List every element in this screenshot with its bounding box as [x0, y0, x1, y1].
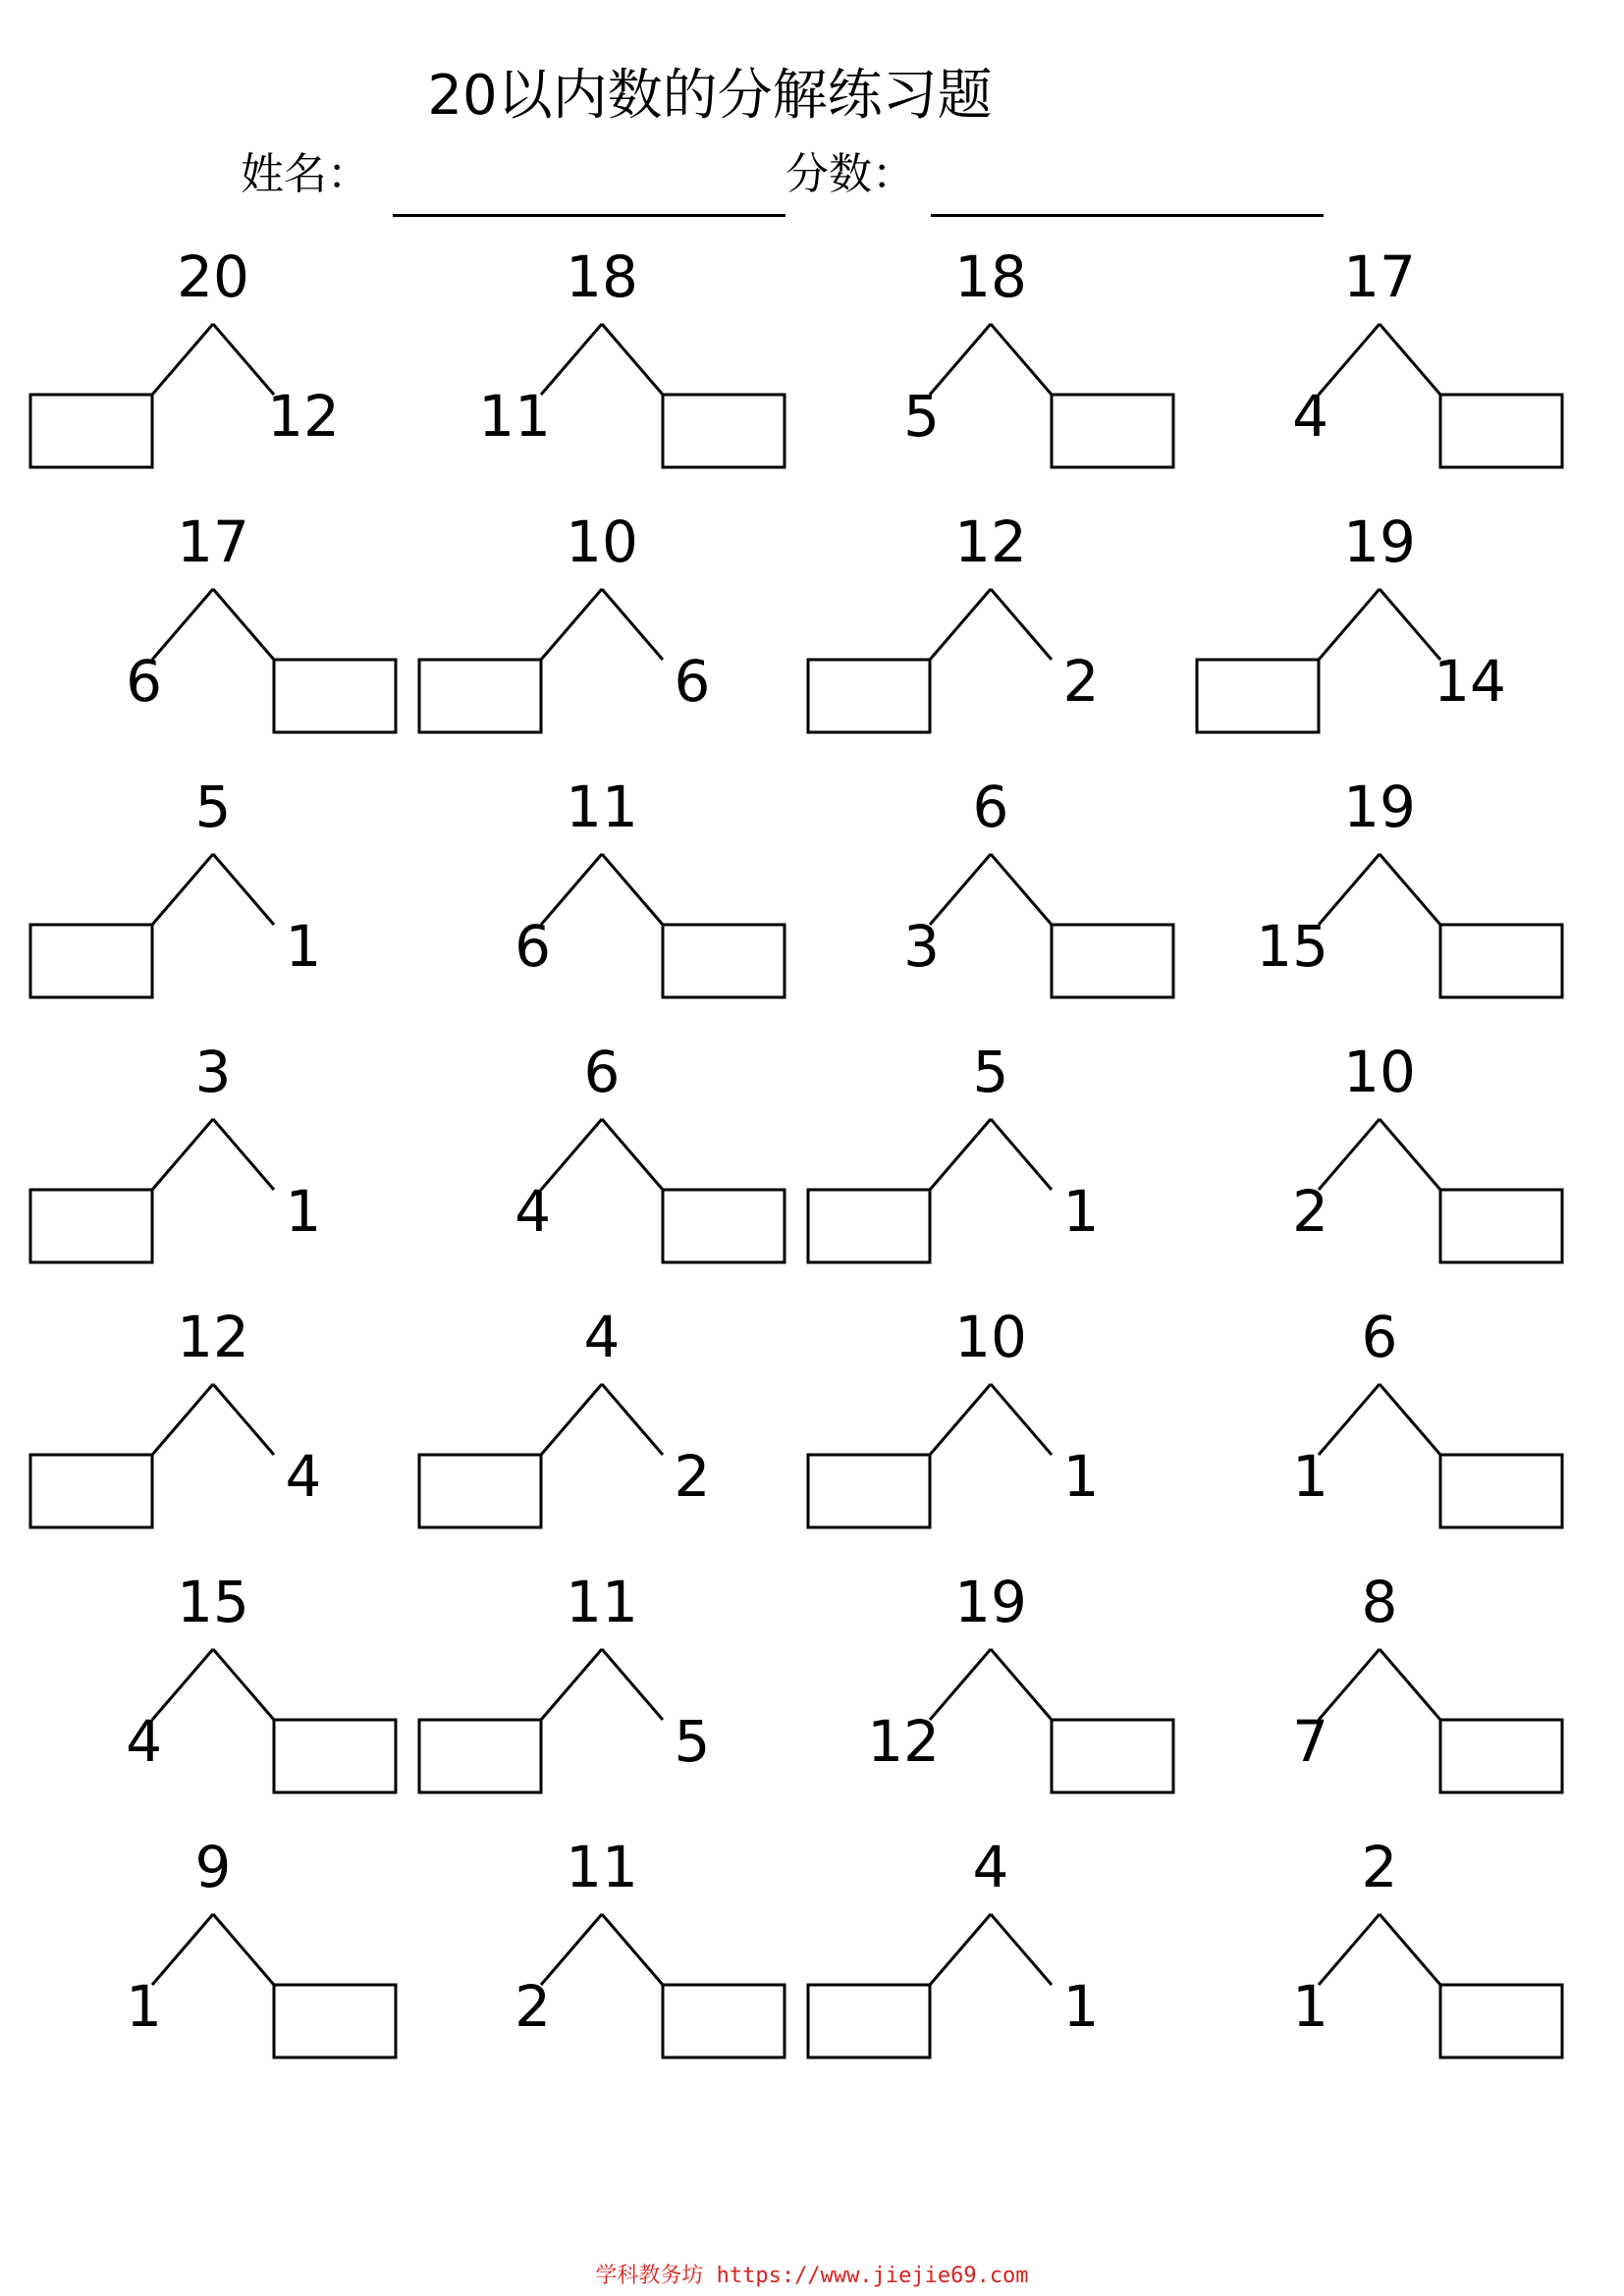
total-number: 19	[1343, 508, 1416, 575]
right-branch-line	[602, 324, 663, 395]
right-answer-box[interactable]	[1440, 1720, 1562, 1792]
footer-watermark: 学科教务坊 https://www.jiejie69.com	[595, 2264, 1029, 2288]
decomposition-problem	[1198, 1816, 1581, 2052]
left-branch-line	[541, 1384, 602, 1455]
right-answer-box[interactable]	[1440, 1455, 1562, 1527]
left-part-number: 3	[903, 913, 940, 980]
decomposition-problem	[1198, 491, 1581, 726]
total-number: 17	[1343, 243, 1416, 310]
left-branch-line	[152, 854, 213, 925]
decomposition-problem	[809, 1551, 1192, 1787]
left-part-number: 15	[1256, 913, 1328, 980]
left-answer-box[interactable]	[808, 1455, 930, 1527]
right-part-number: 1	[285, 913, 322, 980]
left-branch-line	[152, 1119, 213, 1190]
left-answer-box[interactable]	[30, 925, 152, 997]
total-number: 11	[566, 1569, 638, 1635]
left-answer-box[interactable]	[1197, 660, 1319, 732]
total-number: 10	[566, 508, 638, 575]
decomposition-problem	[420, 1021, 803, 1256]
total-number: 10	[1343, 1039, 1416, 1105]
right-branch-line	[991, 324, 1052, 395]
right-part-number: 2	[674, 1443, 711, 1510]
decomposition-problem	[809, 756, 1192, 991]
right-branch-line	[991, 854, 1052, 925]
left-answer-box[interactable]	[30, 1455, 152, 1527]
decomposition-problem	[31, 226, 414, 461]
left-branch-line	[152, 324, 213, 395]
right-part-number: 1	[285, 1178, 322, 1245]
decomposition-problem	[1198, 1286, 1581, 1522]
right-branch-line	[1380, 854, 1440, 925]
left-answer-box[interactable]	[419, 1455, 541, 1527]
decomposition-problem	[420, 1551, 803, 1787]
right-answer-box[interactable]	[274, 1720, 396, 1792]
left-branch-line	[152, 1384, 213, 1455]
left-answer-box[interactable]	[808, 1985, 930, 2057]
right-branch-line	[1380, 324, 1440, 395]
total-number: 15	[177, 1569, 249, 1635]
total-number: 18	[954, 243, 1027, 310]
left-answer-box[interactable]	[808, 1190, 930, 1262]
total-number: 9	[194, 1834, 232, 1900]
left-part-number: 1	[1292, 1973, 1328, 2040]
right-answer-box[interactable]	[1052, 395, 1173, 467]
total-number: 17	[177, 508, 249, 575]
decomposition-problem	[31, 1286, 414, 1522]
right-part-number: 5	[674, 1708, 711, 1775]
decomposition-problem	[1198, 1021, 1581, 1256]
decomposition-problem	[1198, 756, 1581, 991]
left-answer-box[interactable]	[30, 1190, 152, 1262]
decomposition-problem	[809, 491, 1192, 726]
decomposition-problem	[420, 756, 803, 991]
name-label: 姓名：	[241, 149, 370, 199]
decomposition-problem	[809, 1286, 1192, 1522]
page-title: 20以内数的分解练习题	[427, 64, 993, 128]
left-branch-line	[930, 1914, 991, 1985]
decomposition-problem	[420, 491, 803, 726]
total-number: 6	[972, 774, 1009, 840]
decomposition-problem	[31, 756, 414, 991]
decomposition-problem	[809, 1021, 1192, 1256]
decomposition-problem	[1198, 226, 1581, 461]
total-number: 20	[177, 243, 249, 310]
decomposition-problem	[1198, 1551, 1581, 1787]
left-branch-line	[930, 1384, 991, 1455]
right-part-number: 1	[1062, 1973, 1100, 2040]
right-answer-box[interactable]	[663, 395, 785, 467]
left-part-number: 11	[478, 383, 551, 450]
right-part-number: 1	[1062, 1178, 1100, 1245]
right-answer-box[interactable]	[663, 925, 785, 997]
total-number: 6	[1361, 1304, 1398, 1370]
left-part-number: 5	[903, 383, 940, 450]
left-part-number: 2	[514, 1973, 551, 2040]
right-answer-box[interactable]	[274, 660, 396, 732]
left-branch-line	[930, 589, 991, 660]
total-number: 12	[177, 1304, 249, 1370]
total-number: 11	[566, 1834, 638, 1900]
total-number: 11	[566, 774, 638, 840]
left-part-number: 6	[126, 648, 162, 715]
right-part-number: 2	[1062, 648, 1100, 715]
right-part-number: 1	[1062, 1443, 1100, 1510]
left-answer-box[interactable]	[30, 395, 152, 467]
left-part-number: 2	[1292, 1178, 1328, 1245]
right-answer-box[interactable]	[1052, 1720, 1173, 1792]
right-part-number: 4	[285, 1443, 322, 1510]
right-branch-line	[602, 1914, 663, 1985]
left-part-number: 6	[514, 913, 551, 980]
decomposition-problem	[31, 1021, 414, 1256]
right-branch-line	[1380, 1119, 1440, 1190]
decomposition-problem	[420, 226, 803, 461]
right-branch-line	[991, 1649, 1052, 1720]
left-part-number: 1	[1292, 1443, 1328, 1510]
left-part-number: 1	[126, 1973, 162, 2040]
right-answer-box[interactable]	[274, 1985, 396, 2057]
total-number: 5	[194, 774, 232, 840]
decomposition-problem	[809, 226, 1192, 461]
left-branch-line	[541, 1649, 602, 1720]
right-branch-line	[1380, 1649, 1440, 1720]
decomposition-problem	[420, 1286, 803, 1522]
right-branch-line	[213, 1649, 274, 1720]
decomposition-problem	[31, 1816, 414, 2052]
right-answer-box[interactable]	[663, 1985, 785, 2057]
total-number: 19	[1343, 774, 1416, 840]
right-part-number: 12	[267, 383, 340, 450]
decomposition-problem	[420, 1816, 803, 2052]
left-branch-line	[930, 1119, 991, 1190]
total-number: 8	[1361, 1569, 1398, 1635]
right-branch-line	[602, 854, 663, 925]
decomposition-problem	[31, 491, 414, 726]
total-number: 18	[566, 243, 638, 310]
left-answer-box[interactable]	[808, 660, 930, 732]
total-number: 2	[1361, 1834, 1398, 1900]
right-answer-box[interactable]	[1440, 1985, 1562, 2057]
left-answer-box[interactable]	[419, 660, 541, 732]
decomposition-problem	[809, 1816, 1192, 2052]
left-part-number: 4	[126, 1708, 162, 1775]
total-number: 10	[954, 1304, 1027, 1370]
total-number: 4	[583, 1304, 621, 1370]
right-answer-box[interactable]	[1440, 925, 1562, 997]
total-number: 3	[194, 1039, 232, 1105]
right-branch-line	[602, 1119, 663, 1190]
right-answer-box[interactable]	[663, 1190, 785, 1262]
total-number: 12	[954, 508, 1027, 575]
left-branch-line	[541, 589, 602, 660]
right-part-number: 14	[1434, 648, 1506, 715]
left-part-number: 7	[1292, 1708, 1328, 1775]
score-label: 分数：	[785, 149, 915, 199]
left-part-number: 12	[867, 1708, 940, 1775]
right-branch-line	[213, 1914, 274, 1985]
left-branch-line	[1319, 589, 1380, 660]
right-branch-line	[213, 589, 274, 660]
right-part-number: 6	[674, 648, 711, 715]
right-answer-box[interactable]	[1440, 395, 1562, 467]
right-answer-box[interactable]	[1440, 1190, 1562, 1262]
right-branch-line	[1380, 1914, 1440, 1985]
total-number: 5	[972, 1039, 1009, 1105]
total-number: 4	[972, 1834, 1009, 1900]
total-number: 6	[583, 1039, 621, 1105]
left-answer-box[interactable]	[419, 1720, 541, 1792]
left-part-number: 4	[1292, 383, 1328, 450]
total-number: 19	[954, 1569, 1027, 1635]
right-branch-line	[1380, 1384, 1440, 1455]
decomposition-problem	[31, 1551, 414, 1787]
left-part-number: 4	[514, 1178, 551, 1245]
right-answer-box[interactable]	[1052, 925, 1173, 997]
